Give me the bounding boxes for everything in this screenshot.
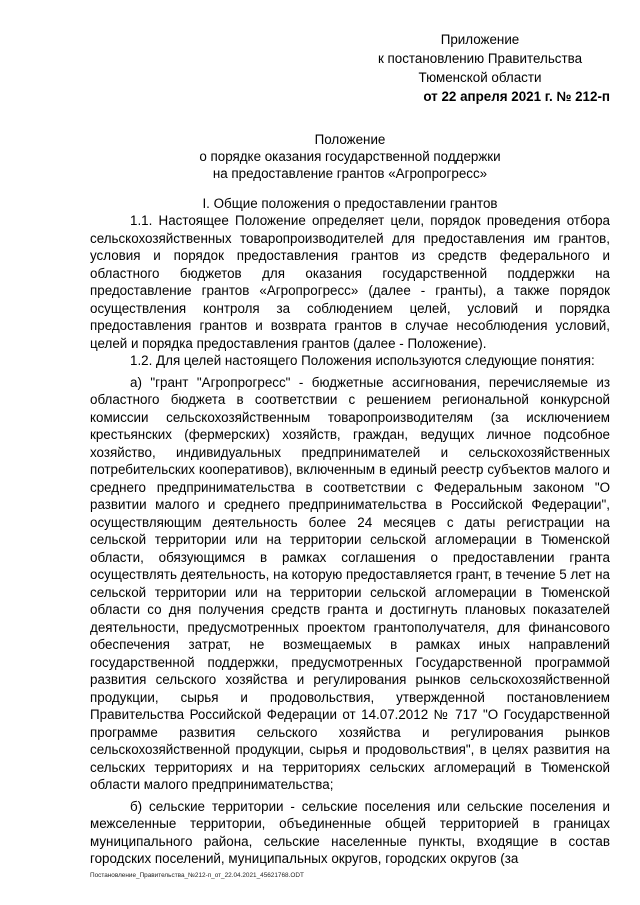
document-title bbox=[60, 131, 640, 182]
appendix-date-number: от 22 апреля 2021 г. № 212-п bbox=[423, 89, 610, 104]
paragraph-a: а) "грант "Агропрогресс" - бюджетные ассигнования, перечисляемые из областного бюджета в соответствии с решением региональной конкурсной комиссии сельскохозяйственным товаропроизводителям (за исключением крестьянских (фермерских) хозяйств, граждан, ведущих личное подсобное хозяйство, индивидуальных предпринимателей и сельскохозяйственных потребительских кооперативов), включенным в единый реестр субъектов малого и среднего предпринимательства в соответствии с Федеральным законом "О развитии малого и среднего предпринимательства в Российской Федерации", осуществляющим деятельность более 24 месяцев с даты регистрации на сельской территории или на территории сельской агломерации в Тюменской области, обязующимся в рамках соглашения о предоставлении гранта осуществлять деятельность, на которую предоставляется грант, в течение 5 лет на сельской территории или на территории сельской агломерации в Тюменской области со дня получения средств гранта и достигнуть плановых показателей деятельности, предусмотренных проектом грантополучателя, для финансового обеспечения затрат, не возмещаемых в рамках иных направлений государственной поддержки, предусмотренных Государственной программой развития сельского хозяйства и регулирования рынков сельскохозяйственной продукции, сырья и продовольствия, утвержденной постановлением Правительства Российской Федерации от 14.07.2012 № 717 "О Государственной программе развития сельского хозяйства и регулирования рынков сельскохозяйственной продукции, сырья и продовольствия", в целях развития на сельских территориях и на территориях сельских агломераций в Тюменской области малого предпринимательства; bbox=[90, 374, 610, 792]
document-body bbox=[90, 212, 610, 868]
appendix-header bbox=[360, 30, 610, 106]
section-heading: I. Общие положения о предоставлении грантов bbox=[202, 196, 498, 211]
paragraph-1-1: 1.1. Настоящее Положение определяет цели, порядок проведения отбора сельскохозяйственных товаропроизводителей для предоставления им грантов, условия и порядок предоставления грантов из средств федерального и областного бюджетов для оказания государственной поддержки на предоставление грантов «Агропрогресс» (далее - гранты), а также порядок осуществления контроля за соблюдением целей, условий и порядка предоставления грантов и возврата грантов в случае несоблюдения условий, целей и порядка предоставления грантов (далее - Положение). bbox=[90, 213, 610, 351]
appendix-decree-ref: к постановлению Правительства bbox=[377, 51, 583, 66]
paragraph-b: б) сельские территории - сельские поселения или сельские поселения и межселенные территории, объединенные общей территорией в границах муниципального района, сельские населенные пункты, входящие в состав городских поселений, муниципальных округов, городских округов (за bbox=[90, 798, 610, 866]
title-line-3: на предоставление грантов «Агропрогресс» bbox=[212, 166, 488, 181]
title-line-2: о порядке оказания государственной поддержки bbox=[199, 149, 501, 164]
title-line-1: Положение bbox=[314, 132, 386, 147]
appendix-label: Приложение bbox=[440, 32, 520, 47]
appendix-region: Тюменской области bbox=[418, 70, 542, 85]
file-footer: Постановление_Правительства_№212-п_от_22.04.2021_45621768.ODT bbox=[90, 872, 304, 879]
paragraph-1-2: 1.2. Для целей настоящего Положения используются следующие понятия: bbox=[130, 353, 595, 368]
